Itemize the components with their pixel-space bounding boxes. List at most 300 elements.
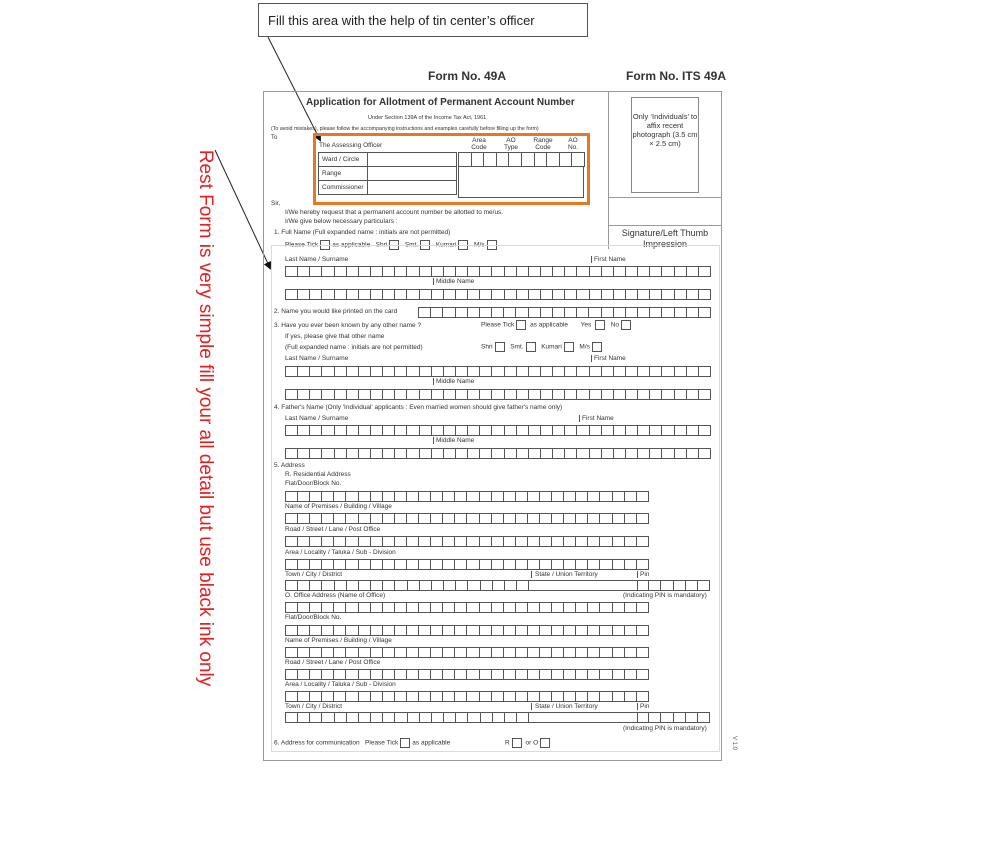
character-cell[interactable] — [480, 491, 492, 502]
character-cell[interactable] — [456, 425, 468, 436]
character-cell[interactable] — [298, 448, 310, 459]
character-cell[interactable] — [432, 266, 444, 277]
character-cell[interactable] — [395, 513, 407, 524]
character-cell[interactable] — [602, 448, 614, 459]
character-cell[interactable] — [298, 647, 310, 658]
r-flat-cells[interactable] — [285, 491, 649, 502]
character-cell[interactable] — [547, 152, 560, 167]
character-cell[interactable] — [528, 602, 540, 613]
character-cell[interactable] — [504, 536, 516, 547]
character-cell[interactable] — [600, 669, 612, 680]
character-cell[interactable] — [588, 559, 600, 570]
character-cell[interactable] — [310, 580, 322, 591]
character-cell[interactable] — [528, 536, 540, 547]
character-cell[interactable] — [504, 602, 516, 613]
character-cell[interactable] — [335, 448, 347, 459]
character-cell[interactable] — [407, 559, 419, 570]
character-cell[interactable] — [359, 559, 371, 570]
character-cell[interactable] — [565, 289, 577, 300]
character-cell[interactable] — [504, 625, 516, 636]
character-cell[interactable] — [407, 691, 419, 702]
character-cell[interactable] — [504, 307, 516, 318]
character-cell[interactable] — [335, 712, 347, 723]
character-cell[interactable] — [504, 513, 516, 524]
character-cell[interactable] — [419, 559, 431, 570]
character-cell[interactable] — [455, 691, 467, 702]
q4-middle-cells[interactable] — [285, 448, 711, 459]
character-cell[interactable] — [371, 647, 383, 658]
character-cell[interactable] — [637, 712, 649, 723]
character-cell[interactable] — [540, 691, 552, 702]
character-cell[interactable] — [395, 366, 407, 377]
character-cell[interactable] — [638, 307, 650, 318]
character-cell[interactable] — [383, 691, 395, 702]
character-cell[interactable] — [552, 513, 564, 524]
character-cell[interactable] — [347, 580, 359, 591]
character-cell[interactable] — [322, 712, 334, 723]
character-cell[interactable] — [407, 389, 419, 400]
character-cell[interactable] — [650, 448, 662, 459]
tick-box[interactable] — [400, 738, 410, 748]
character-cell[interactable] — [420, 425, 432, 436]
character-cell[interactable] — [371, 266, 383, 277]
character-cell[interactable] — [625, 625, 637, 636]
character-cell[interactable] — [334, 491, 346, 502]
character-cell[interactable] — [662, 266, 674, 277]
character-cell[interactable] — [686, 580, 698, 591]
character-cell[interactable] — [310, 366, 322, 377]
character-cell[interactable] — [310, 448, 322, 459]
r-premises-cells[interactable] — [285, 513, 649, 524]
character-cell[interactable] — [528, 513, 540, 524]
character-cell[interactable] — [588, 625, 600, 636]
character-cell[interactable] — [432, 448, 444, 459]
character-cell[interactable] — [286, 536, 298, 547]
character-cell[interactable] — [600, 491, 612, 502]
character-cell[interactable] — [674, 580, 686, 591]
character-cell[interactable] — [407, 425, 419, 436]
character-cell[interactable] — [310, 389, 322, 400]
character-cell[interactable] — [298, 289, 310, 300]
character-cell[interactable] — [492, 647, 504, 658]
character-cell[interactable] — [564, 491, 576, 502]
character-cell[interactable] — [395, 536, 407, 547]
character-cell[interactable] — [371, 513, 383, 524]
character-cell[interactable] — [383, 266, 395, 277]
character-cell[interactable] — [614, 366, 626, 377]
character-cell[interactable] — [516, 602, 528, 613]
character-cell[interactable] — [516, 513, 528, 524]
character-cell[interactable] — [383, 559, 395, 570]
character-cell[interactable] — [419, 307, 431, 318]
character-cell[interactable] — [625, 536, 637, 547]
character-cell[interactable] — [637, 536, 649, 547]
character-cell[interactable] — [432, 712, 444, 723]
character-cell[interactable] — [480, 536, 492, 547]
character-cell[interactable] — [419, 602, 431, 613]
character-cell[interactable] — [600, 602, 612, 613]
character-cell[interactable] — [420, 366, 432, 377]
character-cell[interactable] — [335, 580, 347, 591]
character-cell[interactable] — [334, 625, 346, 636]
character-cell[interactable] — [492, 625, 504, 636]
character-cell[interactable] — [552, 536, 564, 547]
character-cell[interactable] — [492, 366, 504, 377]
character-cell[interactable] — [371, 366, 383, 377]
character-cell[interactable] — [504, 491, 516, 502]
character-cell[interactable] — [516, 491, 528, 502]
character-cell[interactable] — [347, 389, 359, 400]
character-cell[interactable] — [408, 712, 420, 723]
character-cell[interactable] — [590, 448, 602, 459]
character-cell[interactable] — [505, 266, 517, 277]
character-cell[interactable] — [535, 152, 548, 167]
character-cell[interactable] — [432, 289, 444, 300]
character-cell[interactable] — [322, 366, 334, 377]
character-cell[interactable] — [298, 691, 310, 702]
character-cell[interactable] — [505, 425, 517, 436]
character-cell[interactable] — [576, 691, 588, 702]
character-cell[interactable] — [467, 491, 479, 502]
character-cell[interactable] — [687, 425, 699, 436]
character-cell[interactable] — [371, 448, 383, 459]
character-cell[interactable] — [492, 389, 504, 400]
character-cell[interactable] — [456, 580, 468, 591]
character-cell[interactable] — [650, 366, 662, 377]
character-cell[interactable] — [553, 389, 565, 400]
character-cell[interactable] — [650, 307, 662, 318]
character-cell[interactable] — [455, 602, 467, 613]
character-cell[interactable] — [322, 448, 334, 459]
character-cell[interactable] — [637, 691, 649, 702]
character-cell[interactable] — [322, 559, 334, 570]
character-cell[interactable] — [419, 536, 431, 547]
character-cell[interactable] — [626, 366, 638, 377]
character-cell[interactable] — [699, 266, 711, 277]
character-cell[interactable] — [383, 625, 395, 636]
character-cell[interactable] — [310, 289, 322, 300]
character-cell[interactable] — [383, 712, 395, 723]
character-cell[interactable] — [444, 366, 456, 377]
character-cell[interactable] — [492, 691, 504, 702]
character-cell[interactable] — [590, 366, 602, 377]
character-cell[interactable] — [480, 602, 492, 613]
character-cell[interactable] — [662, 307, 674, 318]
character-cell[interactable] — [613, 491, 625, 502]
character-cell[interactable] — [480, 513, 492, 524]
character-cell[interactable] — [468, 425, 480, 436]
character-cell[interactable] — [637, 669, 649, 680]
character-cell[interactable] — [509, 152, 522, 167]
character-cell[interactable] — [638, 289, 650, 300]
character-cell[interactable] — [564, 691, 576, 702]
character-cell[interactable] — [420, 389, 432, 400]
character-cell[interactable] — [286, 647, 298, 658]
character-cell[interactable] — [371, 559, 383, 570]
character-cell[interactable] — [371, 289, 383, 300]
character-cell[interactable] — [480, 289, 492, 300]
character-cell[interactable] — [298, 559, 310, 570]
character-cell[interactable] — [540, 602, 552, 613]
character-cell[interactable] — [371, 625, 383, 636]
character-cell[interactable] — [467, 669, 479, 680]
character-cell[interactable] — [346, 669, 358, 680]
o-checkbox[interactable] — [540, 738, 550, 748]
character-cell[interactable] — [588, 536, 600, 547]
character-cell[interactable] — [407, 647, 419, 658]
o-premises-cells[interactable] — [285, 647, 649, 658]
character-cell[interactable] — [444, 425, 456, 436]
character-cell[interactable] — [600, 647, 612, 658]
character-cell[interactable] — [468, 289, 480, 300]
character-cell[interactable] — [541, 307, 553, 318]
character-cell[interactable] — [335, 389, 347, 400]
character-cell[interactable] — [419, 691, 431, 702]
character-cell[interactable] — [346, 536, 358, 547]
character-cell[interactable] — [588, 691, 600, 702]
character-cell[interactable] — [614, 266, 626, 277]
character-cell[interactable] — [408, 580, 420, 591]
character-cell[interactable] — [614, 289, 626, 300]
character-cell[interactable] — [286, 491, 298, 502]
character-cell[interactable] — [371, 536, 383, 547]
character-cell[interactable] — [602, 307, 614, 318]
character-cell[interactable] — [420, 289, 432, 300]
character-cell[interactable] — [576, 559, 588, 570]
character-cell[interactable] — [649, 712, 661, 723]
character-cell[interactable] — [552, 559, 564, 570]
character-cell[interactable] — [467, 536, 479, 547]
character-cell[interactable] — [613, 536, 625, 547]
character-cell[interactable] — [565, 425, 577, 436]
character-cell[interactable] — [481, 712, 493, 723]
character-cell[interactable] — [455, 647, 467, 658]
character-cell[interactable] — [334, 669, 346, 680]
character-cell[interactable] — [600, 559, 612, 570]
character-cell[interactable] — [359, 625, 371, 636]
character-cell[interactable] — [600, 625, 612, 636]
character-cell[interactable] — [588, 491, 600, 502]
character-cell[interactable] — [637, 602, 649, 613]
character-cell[interactable] — [662, 289, 674, 300]
character-cell[interactable] — [420, 448, 432, 459]
character-cell[interactable] — [346, 647, 358, 658]
character-cell[interactable] — [553, 289, 565, 300]
character-cell[interactable] — [529, 266, 541, 277]
kumari-checkbox[interactable] — [564, 342, 574, 352]
character-cell[interactable] — [431, 669, 443, 680]
character-cell[interactable] — [467, 602, 479, 613]
character-cell[interactable] — [334, 602, 346, 613]
character-cell[interactable] — [468, 448, 480, 459]
character-cell[interactable] — [383, 536, 395, 547]
character-cell[interactable] — [602, 266, 614, 277]
yes-checkbox[interactable] — [595, 320, 605, 330]
character-cell[interactable] — [419, 625, 431, 636]
character-cell[interactable] — [528, 647, 540, 658]
character-cell[interactable] — [347, 366, 359, 377]
character-cell[interactable] — [661, 580, 673, 591]
character-cell[interactable] — [322, 625, 334, 636]
character-cell[interactable] — [576, 536, 588, 547]
character-cell[interactable] — [467, 625, 479, 636]
character-cell[interactable] — [456, 389, 468, 400]
character-cell[interactable] — [359, 602, 371, 613]
character-cell[interactable] — [614, 389, 626, 400]
character-cell[interactable] — [298, 425, 310, 436]
character-cell[interactable] — [675, 389, 687, 400]
character-cell[interactable] — [492, 513, 504, 524]
character-cell[interactable] — [517, 366, 529, 377]
ward-input[interactable] — [367, 153, 456, 167]
character-cell[interactable] — [516, 625, 528, 636]
character-cell[interactable] — [322, 513, 334, 524]
character-cell[interactable] — [334, 559, 346, 570]
character-cell[interactable] — [675, 289, 687, 300]
character-cell[interactable] — [468, 307, 480, 318]
character-cell[interactable] — [395, 448, 407, 459]
character-cell[interactable] — [662, 425, 674, 436]
character-cell[interactable] — [590, 289, 602, 300]
character-cell[interactable] — [407, 289, 419, 300]
character-cell[interactable] — [637, 513, 649, 524]
o-area-cells[interactable] — [285, 691, 649, 702]
character-cell[interactable] — [492, 536, 504, 547]
character-cell[interactable] — [310, 647, 322, 658]
character-cell[interactable] — [687, 289, 699, 300]
character-cell[interactable] — [407, 491, 419, 502]
character-cell[interactable] — [505, 448, 517, 459]
character-cell[interactable] — [346, 691, 358, 702]
character-cell[interactable] — [467, 559, 479, 570]
character-cell[interactable] — [614, 425, 626, 436]
character-cell[interactable] — [298, 536, 310, 547]
character-cell[interactable] — [552, 602, 564, 613]
character-cell[interactable] — [443, 513, 455, 524]
character-cell[interactable] — [600, 513, 612, 524]
character-cell[interactable] — [322, 691, 334, 702]
character-cell[interactable] — [371, 580, 383, 591]
character-cell[interactable] — [346, 602, 358, 613]
character-cell[interactable] — [347, 448, 359, 459]
character-cell[interactable] — [553, 307, 565, 318]
character-cell[interactable] — [407, 536, 419, 547]
character-cell[interactable] — [480, 559, 492, 570]
character-cell[interactable] — [286, 389, 298, 400]
character-cell[interactable] — [395, 491, 407, 502]
smt-checkbox[interactable] — [526, 342, 536, 352]
character-cell[interactable] — [541, 448, 553, 459]
character-cell[interactable] — [505, 366, 517, 377]
character-cell[interactable] — [310, 712, 322, 723]
character-cell[interactable] — [371, 602, 383, 613]
range-input[interactable] — [367, 167, 456, 181]
character-cell[interactable] — [395, 559, 407, 570]
character-cell[interactable] — [359, 513, 371, 524]
character-cell[interactable] — [577, 366, 589, 377]
character-cell[interactable] — [443, 307, 455, 318]
character-cell[interactable] — [395, 669, 407, 680]
character-cell[interactable] — [553, 266, 565, 277]
character-cell[interactable] — [564, 625, 576, 636]
character-cell[interactable] — [600, 536, 612, 547]
character-cell[interactable] — [565, 266, 577, 277]
character-cell[interactable] — [576, 625, 588, 636]
character-cell[interactable] — [310, 625, 322, 636]
character-cell[interactable] — [383, 513, 395, 524]
character-cell[interactable] — [675, 366, 687, 377]
character-cell[interactable] — [577, 389, 589, 400]
q4-name-cells[interactable] — [285, 425, 711, 436]
character-cell[interactable] — [699, 448, 711, 459]
character-cell[interactable] — [395, 289, 407, 300]
character-cell[interactable] — [540, 559, 552, 570]
character-cell[interactable] — [286, 580, 298, 591]
character-cell[interactable] — [553, 448, 565, 459]
character-cell[interactable] — [626, 307, 638, 318]
character-cell[interactable] — [371, 691, 383, 702]
character-cell[interactable] — [504, 691, 516, 702]
character-cell[interactable] — [444, 712, 456, 723]
character-cell[interactable] — [419, 647, 431, 658]
character-cell[interactable] — [626, 289, 638, 300]
character-cell[interactable] — [698, 580, 710, 591]
character-cell[interactable] — [564, 513, 576, 524]
character-cell[interactable] — [407, 625, 419, 636]
character-cell[interactable] — [675, 307, 687, 318]
character-cell[interactable] — [347, 712, 359, 723]
character-cell[interactable] — [687, 307, 699, 318]
character-cell[interactable] — [456, 366, 468, 377]
character-cell[interactable] — [614, 448, 626, 459]
character-cell[interactable] — [431, 307, 443, 318]
character-cell[interactable] — [675, 448, 687, 459]
character-cell[interactable] — [564, 669, 576, 680]
character-cell[interactable] — [431, 513, 443, 524]
character-cell[interactable] — [310, 266, 322, 277]
o-state-field[interactable] — [528, 712, 638, 723]
character-cell[interactable] — [614, 307, 626, 318]
o-flat-cells[interactable] — [285, 625, 649, 636]
character-cell[interactable] — [298, 580, 310, 591]
character-cell[interactable] — [590, 266, 602, 277]
character-cell[interactable] — [540, 513, 552, 524]
character-cell[interactable] — [456, 307, 468, 318]
character-cell[interactable] — [419, 669, 431, 680]
character-cell[interactable] — [334, 691, 346, 702]
character-cell[interactable] — [540, 536, 552, 547]
character-cell[interactable] — [322, 491, 334, 502]
character-cell[interactable] — [383, 669, 395, 680]
q3-name-cells[interactable] — [285, 366, 711, 377]
character-cell[interactable] — [625, 647, 637, 658]
character-cell[interactable] — [286, 625, 298, 636]
character-cell[interactable] — [529, 389, 541, 400]
character-cell[interactable] — [359, 580, 371, 591]
character-cell[interactable] — [576, 491, 588, 502]
photo-box[interactable]: Only ‘Individuals’ to affix recent photograph (3.5 cm × 2.5 cm) — [631, 97, 699, 193]
r-town-cells[interactable] — [285, 580, 529, 591]
character-cell[interactable] — [322, 266, 334, 277]
character-cell[interactable] — [540, 625, 552, 636]
character-cell[interactable] — [444, 389, 456, 400]
character-cell[interactable] — [371, 491, 383, 502]
character-cell[interactable] — [286, 712, 298, 723]
character-cell[interactable] — [468, 712, 480, 723]
character-cell[interactable] — [637, 491, 649, 502]
character-cell[interactable] — [455, 669, 467, 680]
q1-name-cells[interactable] — [285, 266, 711, 277]
